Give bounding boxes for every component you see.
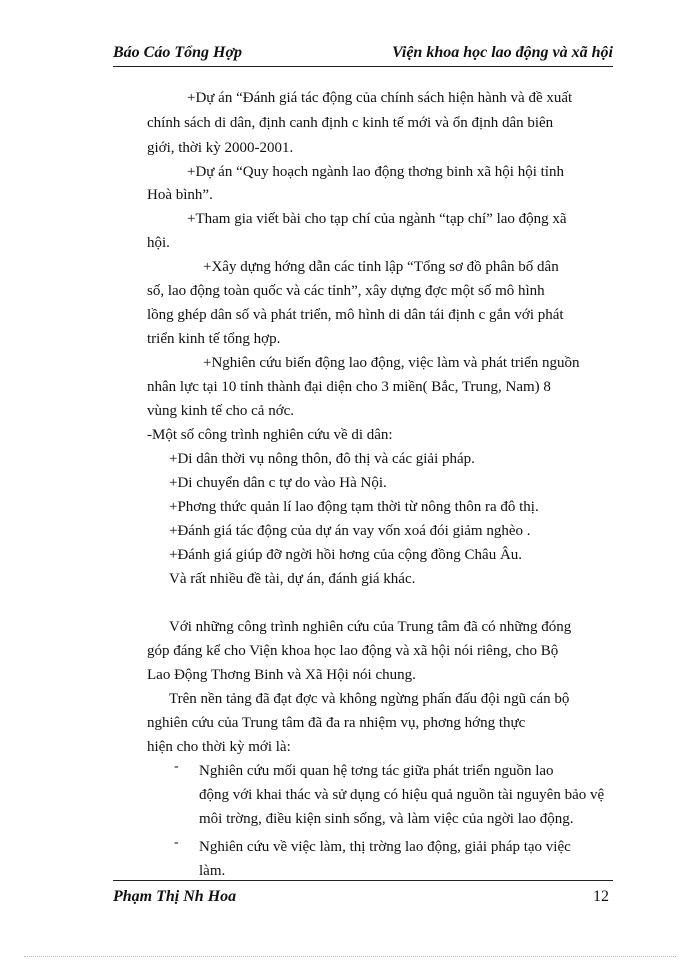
page-edge [24, 956, 676, 957]
text-line: Nghiên cứu mối quan hệ tơng tác giữa phát triển nguồn lao [199, 763, 554, 779]
text-line: triển kinh tế tổng hợp. [147, 331, 281, 347]
text-line: nhân lực tại 10 tỉnh thành đại diện cho 3 miền( Bắc, Trung, Nam) 8 [147, 379, 551, 395]
text-line: giới, thời kỳ 2000-2001. [147, 140, 294, 156]
text-line: làm. [199, 863, 226, 879]
text-line: số, lao động toàn quốc và các tỉnh”, xây dựng đợc một số mô hình [147, 283, 545, 299]
bullet-dash: - [174, 759, 179, 774]
text-line: Lao Động Thơng Binh và Xã Hội nói chung. [147, 667, 416, 683]
text-line: chính sách di dân, định canh định c kinh tế mới và ổn định dân biên [147, 115, 554, 131]
text-line: lồng ghép dân số và phát triển, mô hình di dân tái định c gắn với phát [147, 307, 564, 323]
text-line: hiện cho thời kỳ mới là: [147, 739, 291, 755]
text-line: Trên nền tảng đã đạt đợc và không ngừng phấn đấu đội ngũ cán bộ [169, 691, 570, 707]
page-number: 12 [593, 888, 609, 905]
text-line: môi trờng, điều kiện sinh sống, và làm việc của ngời lao động. [199, 811, 574, 827]
text-line: +Tham gia viết bài cho tạp chí của ngành “tạp chí” lao động xã [187, 211, 567, 227]
bullet-dash: - [174, 835, 179, 850]
text-line: vùng kinh tế cho cả nớc. [147, 403, 295, 419]
text-line: động với khai thác và sử dụng có hiệu quả nguồn tài nguyên bảo vệ [199, 787, 605, 803]
text-line: +Di dân thời vụ nông thôn, đô thị và các giải pháp. [169, 451, 475, 467]
text-line: +Di chuyển dân c tự do vào Hà Nội. [169, 475, 387, 491]
text-line: +Đánh giá tác động của dự án vay vốn xoá đói giảm nghèo . [169, 523, 531, 539]
header-rule [113, 66, 613, 67]
page-header [113, 42, 613, 66]
header-institute-name: Viện khoa học lao động và xã hội [392, 44, 613, 61]
header-report-title: Báo Cáo Tổng Hợp [113, 44, 243, 61]
text-line: +Nghiên cứu biến động lao động, việc làm và phát triển nguồn [203, 355, 580, 371]
text-line: +Đánh giá giúp đỡ ngời hồi hơng của cộng đồng Châu Âu. [169, 547, 523, 563]
text-line: -Một số công trình nghiên cứu về di dân: [147, 427, 393, 443]
text-line: +Xây dựng hớng dẫn các tỉnh lập “Tổng sơ đồ phân bố dân [203, 259, 559, 275]
text-line: +Phơng thức quản lí lao động tạm thời từ nông thôn ra đô thị. [169, 499, 539, 515]
text-line: Với những công trình nghiên cứu của Trung tâm đã có những đóng [169, 619, 572, 635]
footer-author: Phạm Thị Nh Hoa [113, 888, 237, 905]
text-line: Và rất nhiều đề tài, dự án, đánh giá khác. [169, 571, 416, 587]
text-line: Hoà bình”. [147, 187, 213, 203]
text-line: góp đáng kể cho Viện khoa học lao động và xã hội nói riêng, cho Bộ [147, 643, 559, 659]
text-line: +Dự án “Quy hoạch ngành lao động thơng binh xã hội hội tỉnh [187, 164, 564, 180]
text-line: nghiên cứu của Trung tâm đã đa ra nhiệm vụ, phơng hớng thực [147, 715, 526, 731]
text-line: Nghiên cứu về việc làm, thị trờng lao động, giải pháp tạo việc [199, 839, 571, 855]
text-line: hội. [147, 235, 170, 251]
text-line: +Dự án “Đánh giá tác động của chính sách hiện hành và đề xuất [187, 90, 573, 106]
footer-rule [113, 880, 613, 881]
